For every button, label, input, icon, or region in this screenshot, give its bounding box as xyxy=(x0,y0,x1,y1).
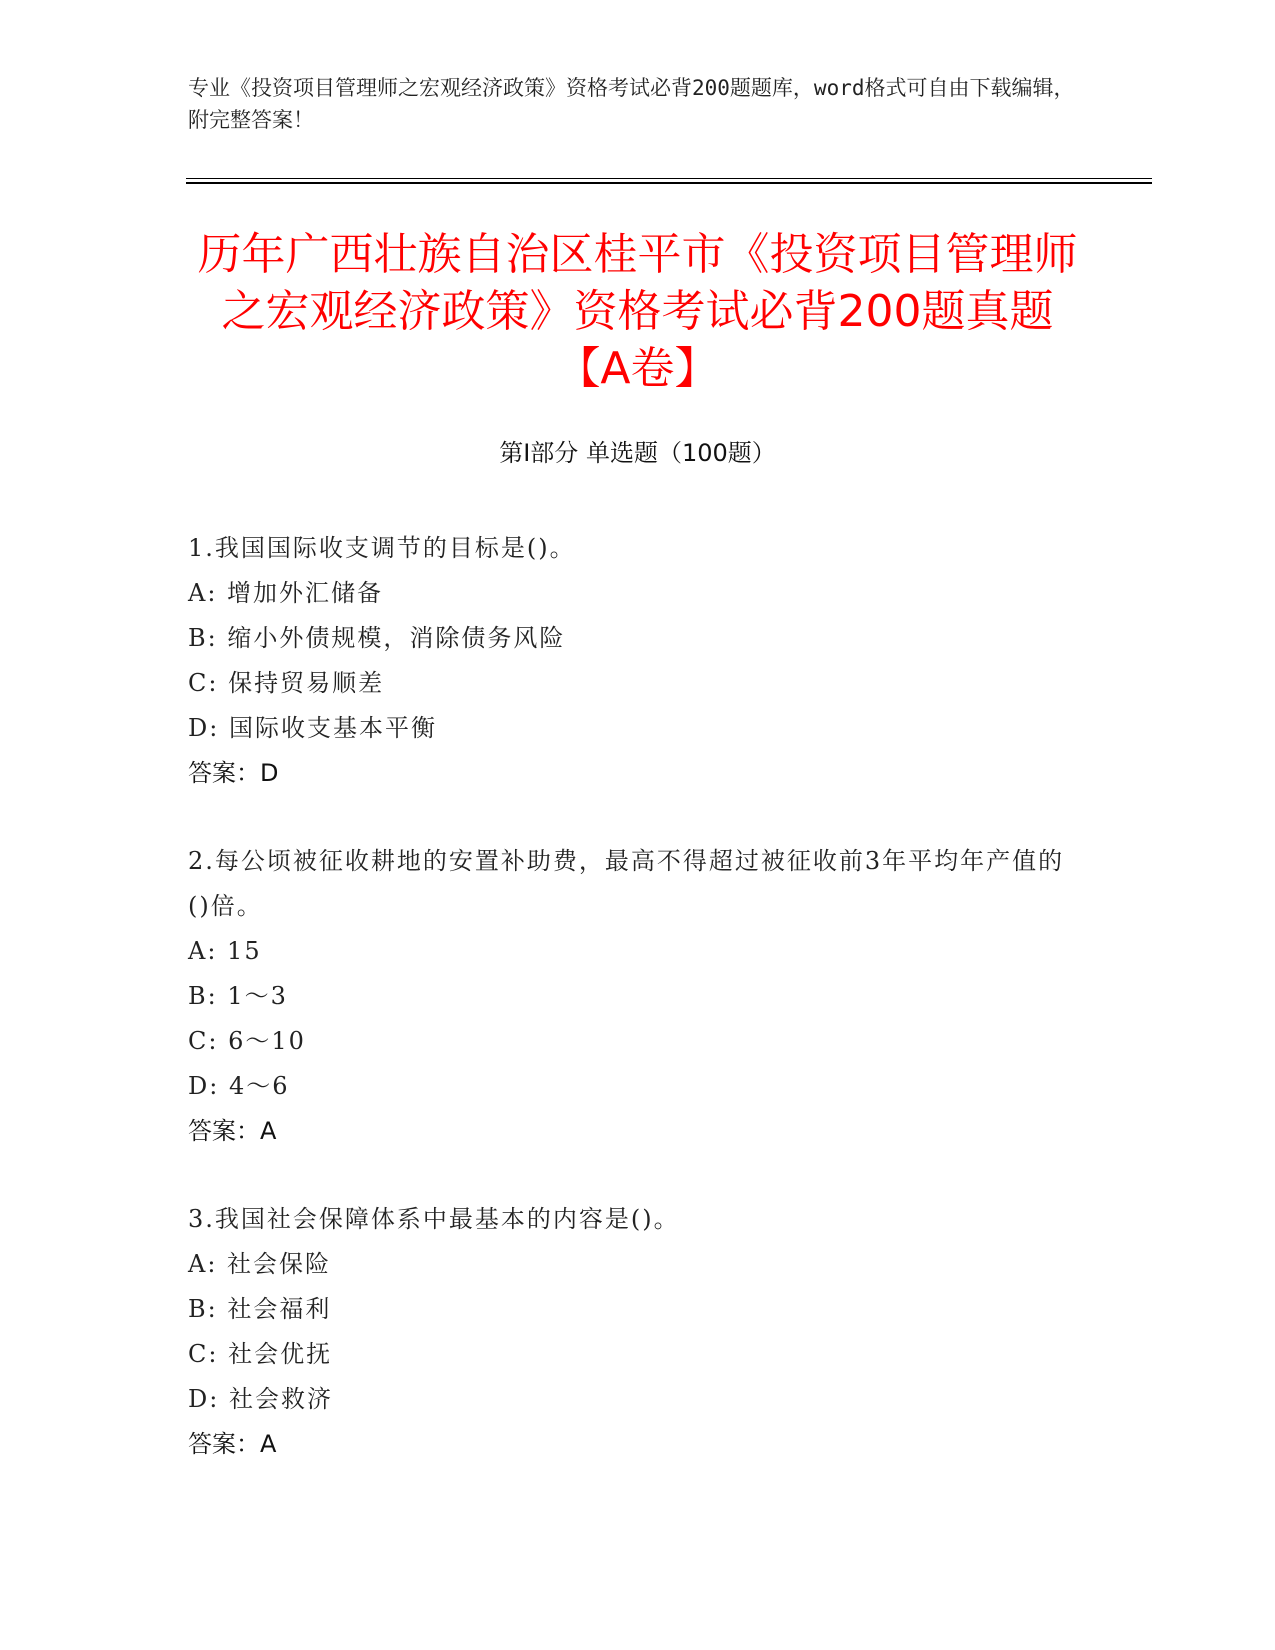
option-a: A: 增加外汇储备 xyxy=(188,579,384,607)
header-divider-thin xyxy=(186,178,1152,179)
question-text: 1.我国国际收支调节的目标是()。 xyxy=(188,534,576,562)
question-3 xyxy=(188,1197,1088,1467)
section-heading: 第I部分 单选题（100题） xyxy=(499,439,776,467)
option-b: B: 缩小外债规模，消除债务风险 xyxy=(188,624,566,652)
option-b: B: 1～3 xyxy=(188,982,288,1010)
question-1 xyxy=(188,526,1088,796)
question-text: 2.每公顷被征收耕地的安置补助费，最高不得超过被征收前3年平均年产值的()倍。 xyxy=(188,847,1065,920)
document-title: 历年广西壮族自治区桂平市《投资项目管理师之宏观经济政策》资格考试必背200题真题【A卷】 xyxy=(197,229,1078,394)
option-c: C: 社会优抚 xyxy=(188,1340,333,1368)
answer: 答案：D xyxy=(188,759,279,787)
option-c: C: 保持贸易顺差 xyxy=(188,669,385,697)
option-c: C: 6～10 xyxy=(188,1027,306,1055)
question-2 xyxy=(188,839,1088,1154)
header-divider-thick xyxy=(186,182,1152,184)
question-list xyxy=(188,526,1088,1510)
option-d: D: 4～6 xyxy=(188,1072,290,1100)
answer: 答案：A xyxy=(188,1430,277,1458)
option-a: A: 社会保险 xyxy=(188,1250,332,1278)
answer: 答案：A xyxy=(188,1117,277,1145)
option-a: A: 15 xyxy=(188,937,262,965)
question-text: 3.我国社会保障体系中最基本的内容是()。 xyxy=(188,1205,680,1233)
option-d: D: 社会救济 xyxy=(188,1385,333,1413)
option-d: D: 国际收支基本平衡 xyxy=(188,714,437,742)
option-b: B: 社会福利 xyxy=(188,1295,332,1323)
header-note: 专业《投资项目管理师之宏观经济政策》资格考试必背200题题库，word格式可自由下载编辑，附完整答案！ xyxy=(188,76,1075,132)
